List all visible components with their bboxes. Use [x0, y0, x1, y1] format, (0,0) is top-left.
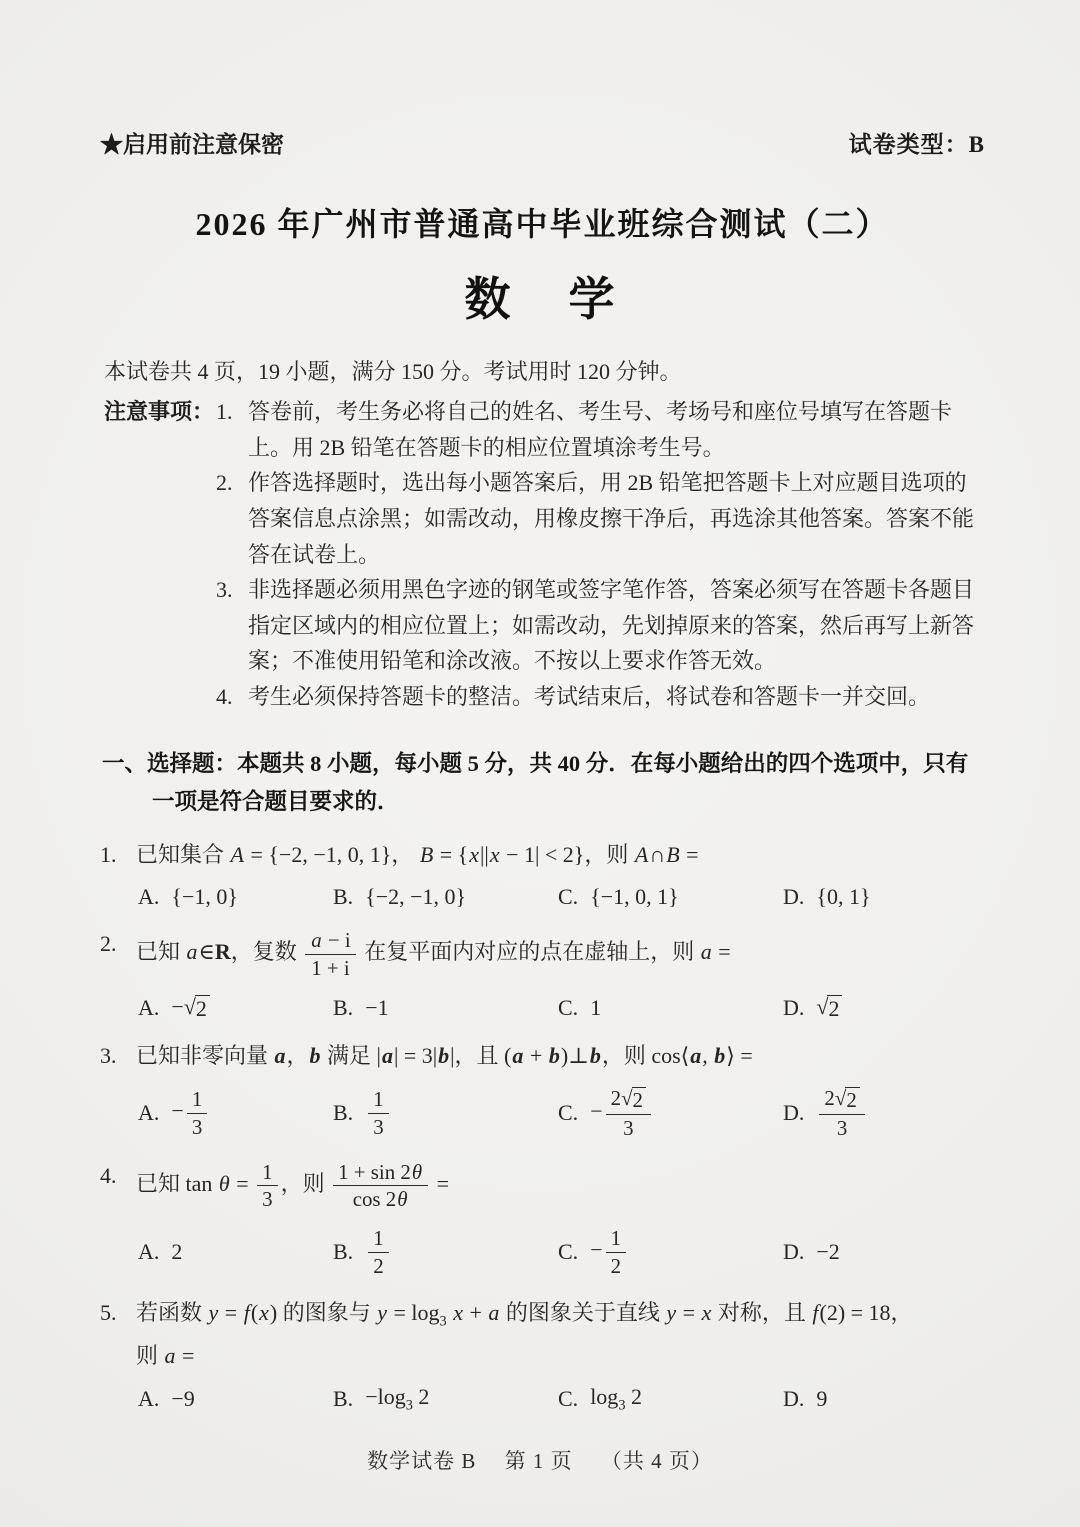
option-label: A.	[138, 1100, 160, 1126]
page-footer: 数学试卷 B 第 1 页 （共 4 页）	[367, 1449, 713, 1473]
question-1	[100, 838, 985, 910]
notice-items	[216, 394, 985, 715]
option-c	[558, 1384, 783, 1414]
option-label: C.	[558, 994, 579, 1020]
option-a	[138, 884, 333, 910]
notice-block	[104, 394, 985, 715]
question-text: 已知非零向量 a，b 满足 |a| = 3|b|，且 (a + b)⊥b，则 cos⟨a, b⟩ =	[136, 1042, 753, 1068]
option-d	[783, 1386, 985, 1412]
notice-item	[216, 572, 985, 679]
question-3	[100, 1039, 985, 1142]
option-text: {−1, 0}	[171, 884, 238, 910]
option-label: B.	[333, 994, 354, 1020]
question-text: 已知 tan θ = $\frac{1}{3}$ ，则 $\frac{1 + \sin 2\theta}{\cos 2\theta}$ =	[136, 1159, 450, 1212]
question-number: 2.	[100, 931, 117, 957]
option-label: C.	[558, 1100, 579, 1126]
option-text: 2	[171, 1239, 183, 1265]
option-text: $\frac{1}{2}$	[365, 1225, 391, 1279]
option-label: B.	[333, 1386, 354, 1412]
option-text: √ 2	[816, 994, 842, 1022]
option-a	[138, 1386, 333, 1412]
subject-title: 数 学	[464, 274, 621, 325]
option-c	[558, 1225, 783, 1279]
paper-type-label: 试卷类型：B	[848, 132, 985, 157]
option-b	[333, 995, 558, 1021]
option-text: {−1, 0, 1}	[590, 884, 679, 910]
option-d	[783, 884, 985, 910]
question-5-options	[100, 1384, 985, 1414]
option-label: D.	[783, 1100, 805, 1126]
question-number: 5.	[100, 1300, 117, 1326]
option-label: B.	[333, 1100, 354, 1126]
option-label: D.	[783, 1386, 805, 1412]
option-label: A.	[138, 994, 160, 1020]
question-4-stem	[100, 1159, 985, 1213]
option-label: C.	[558, 1386, 579, 1412]
notice-item-number: 2.	[216, 470, 233, 496]
option-text: $-\log_3$ 2	[365, 1383, 430, 1414]
notice-item	[216, 394, 985, 465]
option-d	[783, 994, 985, 1022]
option-label: A.	[138, 1386, 160, 1412]
option-text: −9	[171, 1386, 195, 1412]
option-a	[138, 994, 333, 1022]
option-b	[333, 1086, 558, 1140]
question-2-options	[100, 994, 985, 1022]
notice-item-text: 考生必须保持答题卡的整洁。考试结束后，将试卷和答题卡一并交回。	[248, 684, 931, 709]
notice-item-text: 作答选择题时，选出每小题答案后，用 2B 铅笔把答题卡上对应题目选项的答案信息点涂黑；如需改动，用橡皮擦干净后，再选涂其他答案。答案不能答在试卷上。	[248, 470, 975, 567]
question-5-stem	[100, 1296, 985, 1333]
option-text: −1	[365, 994, 389, 1020]
option-text: {0, 1}	[816, 884, 871, 910]
option-text: − √ 2	[171, 994, 210, 1022]
option-label: D.	[783, 1239, 805, 1265]
question-2	[100, 927, 985, 1022]
option-text: $\log_3 2$	[590, 1383, 642, 1414]
option-label: D.	[783, 994, 805, 1020]
question-3-stem	[100, 1039, 985, 1073]
option-label: A.	[138, 1239, 160, 1265]
notice-item	[216, 679, 985, 715]
option-text: − $\frac{1}{2}$	[590, 1225, 629, 1279]
question-1-stem	[100, 838, 985, 872]
notice-item-number: 4.	[216, 684, 233, 709]
question-text: 已知集合 A = {−2, −1, 0, 1}， B = {x||x − 1| < 2}，则 A∩B =	[136, 842, 699, 868]
notice-label: 注意事项：	[104, 399, 215, 424]
option-label: B.	[333, 1239, 354, 1265]
option-c	[558, 884, 783, 910]
option-b	[333, 1225, 558, 1279]
exam-meta: 本试卷共 4 页，19 小题，满分 150 分。考试用时 120 分钟。	[104, 359, 682, 384]
option-label: C.	[558, 884, 579, 910]
option-label: D.	[783, 884, 805, 910]
option-text: − 2 √ 2 3	[590, 1085, 654, 1142]
notice-item-number: 1.	[216, 399, 233, 424]
option-text: 9	[816, 1386, 828, 1412]
notice-item-number: 3.	[216, 577, 233, 603]
option-text: − $\frac{1}{3}$	[171, 1086, 210, 1140]
option-d	[783, 1239, 985, 1265]
option-b	[333, 1384, 558, 1414]
option-label: B.	[333, 884, 354, 910]
option-label: C.	[558, 1239, 579, 1265]
option-text: {−2, −1, 0}	[365, 884, 467, 910]
question-3-options	[100, 1085, 985, 1142]
option-text: 2 √ 2 3	[816, 1085, 867, 1142]
page-header	[100, 126, 985, 159]
secrecy-notice: ★启用前注意保密	[100, 132, 284, 157]
question-number: 1.	[100, 842, 117, 868]
notice-item-text: 答卷前，考生务必将自己的姓名、考生号、考场号和座位号填写在答题卡上。用 2B 铅笔在答题卡的相应位置填涂考生号。	[248, 399, 953, 460]
question-number: 4.	[100, 1162, 117, 1188]
option-text: 1	[590, 994, 602, 1020]
question-5	[100, 1296, 985, 1414]
option-c	[558, 1085, 783, 1142]
option-d	[783, 1085, 985, 1142]
option-c	[558, 995, 783, 1021]
question-text: 已知 a∈R，复数 $\frac{a - i}{1 + i}$ 在复平面内对应的点在虚轴上，则 a =	[136, 928, 731, 980]
question-4-options	[100, 1225, 985, 1279]
question-2-stem	[100, 927, 985, 981]
question-number: 3.	[100, 1042, 117, 1068]
notice-item-text: 非选择题必须用黑色字迹的钢笔或签字笔作答，答案必须写在答题卡各题目指定区域内的相应位置上；如需改动，先划掉原来的答案，然后再写上新答案；不准使用铅笔和涂改液。不按以上要求作答无效。	[248, 577, 975, 674]
option-label: A.	[138, 884, 160, 910]
option-text: $\frac{1}{3}$	[365, 1086, 391, 1140]
option-a	[138, 1239, 333, 1265]
notice-item	[216, 465, 985, 572]
option-a	[138, 1086, 333, 1140]
exam-title: 2026 年广州市普通高中毕业班综合测试（二）	[195, 206, 890, 242]
question-1-options	[100, 884, 985, 910]
option-text: −2	[816, 1239, 840, 1265]
option-b	[333, 884, 558, 910]
question-4	[100, 1159, 985, 1280]
section-1-heading: 一、选择题：本题共 8 小题，每小题 5 分，共 40 分．在每小题给出的四个选项中，只有一项是符合题目要求的．	[102, 750, 969, 814]
question-5-stem-line2: 则 a =	[136, 1342, 195, 1368]
question-text: 若函数 y = f(x) 的图象与 $y = \log_3 x + a$ 的图象关于直线 y = x 对称，且 f(2) = 18，	[136, 1300, 913, 1330]
